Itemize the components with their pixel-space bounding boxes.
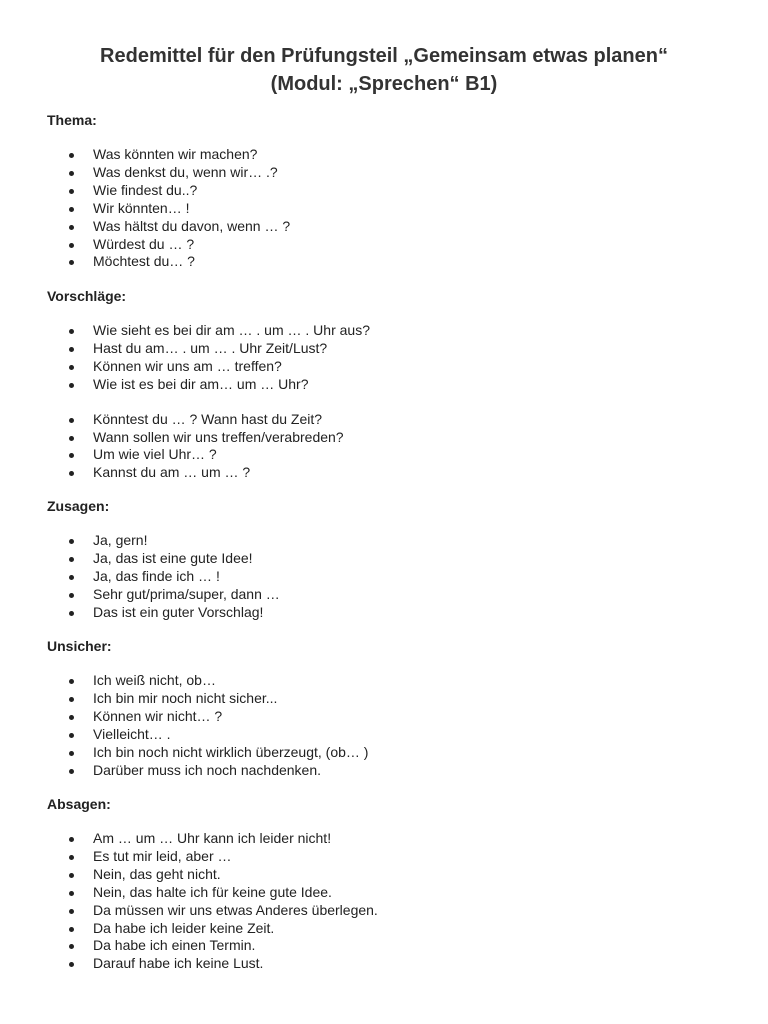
list-item: Wie ist es bei dir am… um … Uhr? — [47, 376, 727, 394]
bullet-icon — [69, 873, 74, 878]
bullet-icon — [69, 418, 74, 423]
section-heading: Zusagen: — [47, 498, 110, 514]
document-title — [0, 42, 768, 98]
bullet-icon — [69, 909, 74, 914]
bullet-icon — [69, 207, 74, 212]
bullet-icon — [69, 189, 74, 194]
section-heading: Thema: — [47, 112, 97, 128]
bullet-icon — [69, 944, 74, 949]
section-unsicher — [47, 637, 727, 779]
bullet-icon — [69, 769, 74, 774]
list-item: Was denkst du, wenn wir… .? — [47, 164, 727, 182]
bullet-icon — [69, 171, 74, 176]
list-item: Es tut mir leid, aber … — [47, 848, 727, 866]
list-item: Darüber muss ich noch nachdenken. — [47, 762, 727, 780]
list-item: Wie findest du..? — [47, 182, 727, 200]
phrase-list — [47, 411, 727, 483]
list-item: Am … um … Uhr kann ich leider nicht! — [47, 830, 727, 848]
list-item: Da müssen wir uns etwas Anderes überlegen. — [47, 902, 727, 920]
phrase-list — [47, 322, 727, 394]
bullet-icon — [69, 837, 74, 842]
list-item: Ja, das ist eine gute Idee! — [47, 550, 727, 568]
bullet-icon — [69, 471, 74, 476]
list-item: Was hältst du davon, wenn … ? — [47, 218, 727, 236]
list-item: Wann sollen wir uns treffen/verabreden? — [47, 429, 727, 447]
list-item: Können wir nicht… ? — [47, 708, 727, 726]
list-item: Wie sieht es bei dir am … . um … . Uhr aus? — [47, 322, 727, 340]
phrase-list — [47, 532, 727, 622]
list-item: Darauf habe ich keine Lust. — [47, 955, 727, 973]
bullet-icon — [69, 436, 74, 441]
bullet-icon — [69, 453, 74, 458]
bullet-icon — [69, 383, 74, 388]
bullet-icon — [69, 751, 74, 756]
phrase-list — [47, 672, 727, 779]
phrase-list — [47, 146, 727, 271]
bullet-icon — [69, 347, 74, 352]
section-heading: Vorschläge: — [47, 288, 127, 304]
bullet-icon — [69, 855, 74, 860]
list-item: Ich weiß nicht, ob… — [47, 672, 727, 690]
bullet-icon — [69, 733, 74, 738]
list-item: Da habe ich leider keine Zeit. — [47, 920, 727, 938]
list-item: Nein, das geht nicht. — [47, 866, 727, 884]
list-item: Um wie viel Uhr… ? — [47, 446, 727, 464]
section-heading: Absagen: — [47, 796, 111, 812]
bullet-icon — [69, 927, 74, 932]
list-item: Das ist ein guter Vorschlag! — [47, 604, 727, 622]
bullet-icon — [69, 557, 74, 562]
list-item: Wir könnten… ! — [47, 200, 727, 218]
bullet-icon — [69, 593, 74, 598]
bullet-icon — [69, 365, 74, 370]
section-vorschlaege — [47, 287, 727, 482]
section-heading: Unsicher: — [47, 638, 112, 654]
phrase-list — [47, 830, 727, 973]
bullet-icon — [69, 611, 74, 616]
bullet-icon — [69, 153, 74, 158]
bullet-icon — [69, 260, 74, 265]
list-item: Können wir uns am … treffen? — [47, 358, 727, 376]
bullet-icon — [69, 575, 74, 580]
list-item: Ich bin mir noch nicht sicher... — [47, 690, 727, 708]
bullet-icon — [69, 243, 74, 248]
title-line-1: Redemittel für den Prüfungsteil „Gemeinsam etwas planen“ — [100, 45, 668, 67]
list-item: Möchtest du… ? — [47, 253, 727, 271]
list-item: Ja, gern! — [47, 532, 727, 550]
bullet-icon — [69, 329, 74, 334]
list-item: Hast du am… . um … . Uhr Zeit/Lust? — [47, 340, 727, 358]
bullet-icon — [69, 891, 74, 896]
bullet-icon — [69, 679, 74, 684]
list-item: Kannst du am … um … ? — [47, 464, 727, 482]
list-item: Ja, das finde ich … ! — [47, 568, 727, 586]
title-line-2: (Modul: „Sprechen“ B1) — [270, 73, 498, 95]
list-item: Was könnten wir machen? — [47, 146, 727, 164]
list-item: Würdest du … ? — [47, 236, 727, 254]
bullet-icon — [69, 715, 74, 720]
bullet-icon — [69, 225, 74, 230]
bullet-icon — [69, 697, 74, 702]
list-item: Nein, das halte ich für keine gute Idee. — [47, 884, 727, 902]
list-item: Ich bin noch nicht wirklich überzeugt, (ob… ) — [47, 744, 727, 762]
bullet-icon — [69, 539, 74, 544]
section-absagen — [47, 795, 727, 973]
list-item: Vielleicht… . — [47, 726, 727, 744]
bullet-icon — [69, 962, 74, 967]
list-item: Könntest du … ? Wann hast du Zeit? — [47, 411, 727, 429]
list-item: Da habe ich einen Termin. — [47, 937, 727, 955]
list-item: Sehr gut/prima/super, dann … — [47, 586, 727, 604]
section-zusagen — [47, 497, 727, 622]
section-thema — [47, 111, 727, 271]
